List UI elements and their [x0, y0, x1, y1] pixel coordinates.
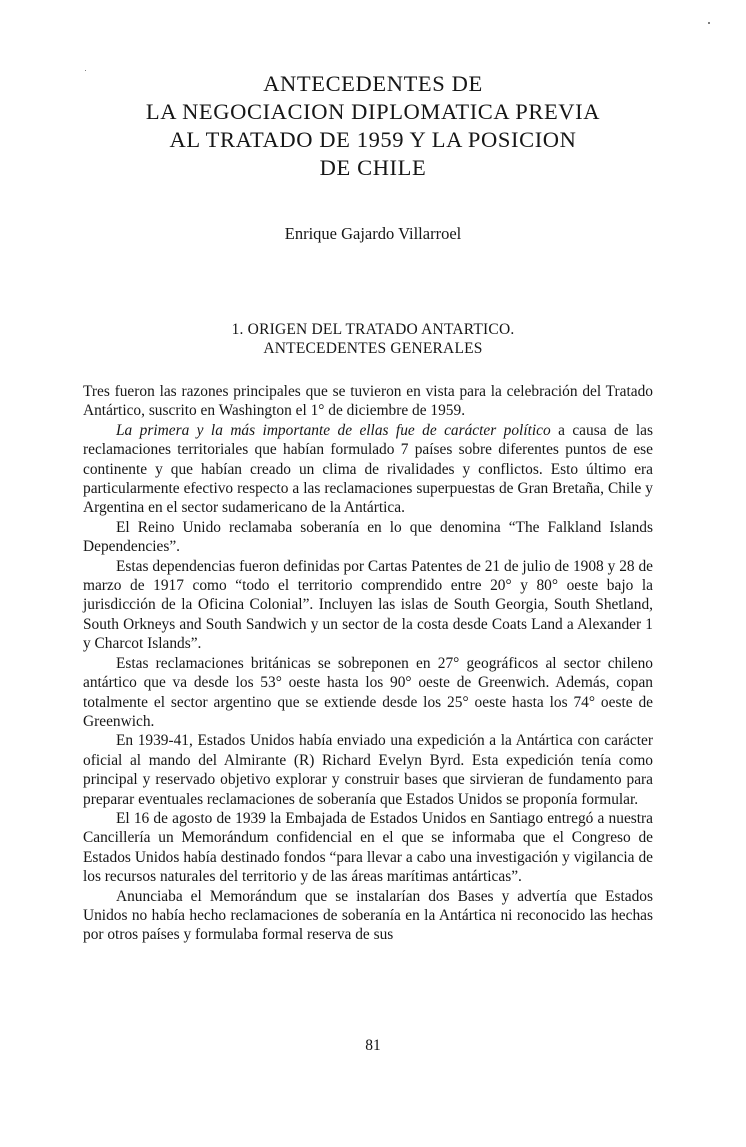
section-heading	[0, 320, 746, 358]
body-text	[83, 382, 653, 945]
paragraph: Estas reclamaciones británicas se sobreponen en 27° geográficos al sector chileno antártico que va desde los 53° oeste hasta los 90° oeste de Greenwich. Además, copan totalmente el sector argentino que se extiende desde los 25° oeste hasta los 74° oeste de Greenwich.	[83, 654, 653, 730]
scan-speck	[85, 70, 86, 71]
title-line: LA NEGOCIACION DIPLOMATICA PREVIA	[145, 99, 601, 124]
title-line: DE CHILE	[319, 155, 427, 180]
paragraph-text: a causa de las reclamaciones territoriales que habían formulado 7 países sobre diferentes puntos de ese continente y que habían creado un clima de rivalidades y conflictos. Esto último era particularmente efectivo respecto a las reclamaciones superpuestas de Gran Bretaña, Chile y Argentina en el sector sudamericano de la Antártica.	[83, 421, 653, 517]
paragraph: Estas dependencias fueron definidas por Cartas Patentes de 21 de julio de 1908 y 28 de marzo de 1917 como “todo el territorio comprendido entre 20° y 80° oeste bajo la jurisdicción de la Oficina Colonial”. Incluyen las islas de South Georgia, South Shetland, South Orkneys and South Sandwich y un sector de la costa desde Coats Land a Alexander 1 y Charcot Islands”.	[83, 557, 653, 653]
paragraph: En 1939-41, Estados Unidos había enviado una expedición a la Antártica con carácter oficial al mando del Almirante (R) Richard Evelyn Byrd. Esta expedición tenía como principal y reservado objetivo explorar y construir bases que sirvieran de fundamento para preparar eventuales reclamaciones de soberanía que Estados Unidos se proponía formular.	[83, 732, 653, 808]
paragraph: El Reino Unido reclamaba soberanía en lo que denomina “The Falkland Islands Dependencies”.	[83, 518, 653, 556]
section-heading-line: ANTECEDENTES GENERALES	[263, 340, 483, 357]
italic-phrase: La primera y la más importante de ellas fue de carácter político	[116, 421, 551, 439]
paragraph	[83, 421, 653, 518]
title-line: ANTECEDENTES DE	[263, 71, 483, 96]
section-heading-line: 1. ORIGEN DEL TRATADO ANTARTICO.	[231, 321, 515, 338]
paragraph: Tres fueron las razones principales que se tuvieron en vista para la celebración del Tratado Antártico, suscrito en Washington el 1° de diciembre de 1959.	[83, 383, 653, 420]
scan-speck	[708, 22, 710, 24]
paragraph: Anunciaba el Memorándum que se instalarían dos Bases y advertía que Estados Unidos no había hecho reclamaciones de soberanía en la Antártica ni reconocido las hechas por otros países y formulaba formal reserva de sus	[83, 887, 653, 944]
paragraph: El 16 de agosto de 1939 la Embajada de Estados Unidos en Santiago entregó a nuestra Cancillería un Memorándum confidencial en el que se informaba que el Congreso de Estados Unidos había destinado fondos “para llevar a cabo una investigación y vigilancia de los recursos naturales del territorio y de las áreas marítimas antárticas”.	[83, 809, 653, 886]
author-name: Enrique Gajardo Villarroel	[284, 224, 462, 243]
title-line: AL TRATADO DE 1959 Y LA POSICION	[169, 127, 577, 152]
page-number: 81	[365, 1037, 381, 1054]
article-title	[0, 70, 746, 182]
